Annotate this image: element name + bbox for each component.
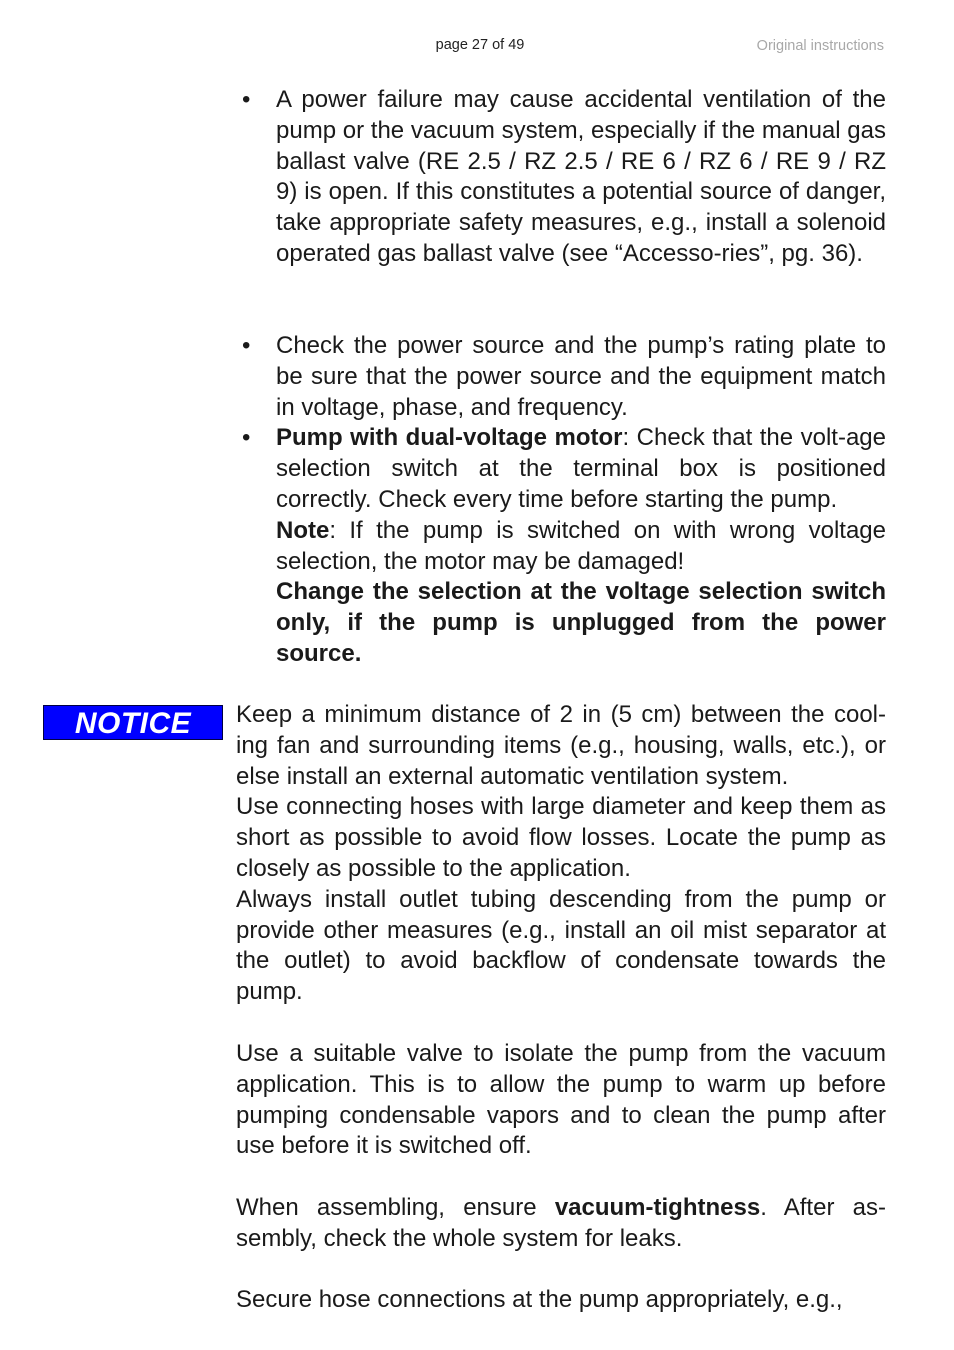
list-item [240, 85, 886, 270]
assembly-bold: vacuum-tightness [554, 1194, 761, 1221]
assembly-paragraph [236, 1193, 886, 1255]
warning-bold: Change the selection at the voltage selection switch only, if the pump is unplugged from the power source. [276, 578, 886, 667]
bullet-list-power-failure [240, 85, 886, 270]
notice-paragraph: Always install outlet tubing descending from the pump or provide other measures (e.g., install an oil mist separator at the outlet) to avoid backflow of condensate towards the pump. [236, 885, 886, 1006]
note-text [276, 516, 886, 578]
assembly-text [236, 1193, 886, 1255]
notice-paragraph: Use connecting hoses with large diameter and keep them as short as possible to avoid flow losses. Locate the pump as closely as possible to the application. [236, 793, 886, 882]
hose-paragraph: Secure hose connections at the pump appropriately, e.g., [236, 1286, 843, 1313]
bullet-text [276, 423, 886, 515]
assembly-post: . After as-sembly, check the whole system for leaks. [236, 1194, 886, 1252]
bold-lead: Pump with dual-voltage motor [276, 424, 623, 452]
notice-badge: NOTICE [43, 705, 223, 740]
list-item [240, 331, 886, 423]
notice-paragraph: Keep a minimum distance of 2 in (5 cm) between the cool-ing fan and surrounding items (e.g., housing, walls, etc.), or else install an external automatic ventilation system. [236, 701, 886, 790]
assembly-pre: When assembling, ensure [236, 1194, 555, 1221]
valve-paragraph: Use a suitable valve to isolate the pump from the vacuum application. This is to allow the pump to warm up before pumping condensable vapors and to clean the pump after use before it is switched off. [236, 1040, 886, 1160]
notice-section [236, 700, 886, 1008]
document-label: Original instructions [756, 38, 884, 54]
bullet-marker: • [242, 332, 251, 359]
list-item [240, 423, 886, 669]
bullet-text: A power failure may cause accidental ventilation of the pump or the vacuum system, especially if the manual gas ballast valve (RE 2.5 / RZ 2.5 / RE 6 / RZ 6 / RE 9 / RZ 9) is open. If this constitutes a potential source of danger, take appropriate safety measures, e.g., install a solenoid operated gas ballast valve (see “Accesso-ries”, pg. 36). [276, 86, 886, 267]
note-body: : If the pump is switched on with wrong voltage selection, the motor may be damaged! [276, 516, 886, 575]
bullet-text: Check the power source and the pump’s rating plate to be sure that the power source and the equipment match in voltage, phase, and frequency. [276, 332, 886, 421]
warning-text [276, 577, 886, 669]
bullet-body: : Check that the volt-age selection switch at the terminal box is positioned correctly. Check every time before starting the pump. [276, 424, 886, 513]
page-number: page 27 of 49 [435, 37, 525, 53]
bullet-list-power-source [240, 331, 886, 670]
bullet-marker: • [242, 86, 251, 113]
note-label: Note [276, 516, 330, 544]
bullet-marker: • [242, 424, 251, 452]
